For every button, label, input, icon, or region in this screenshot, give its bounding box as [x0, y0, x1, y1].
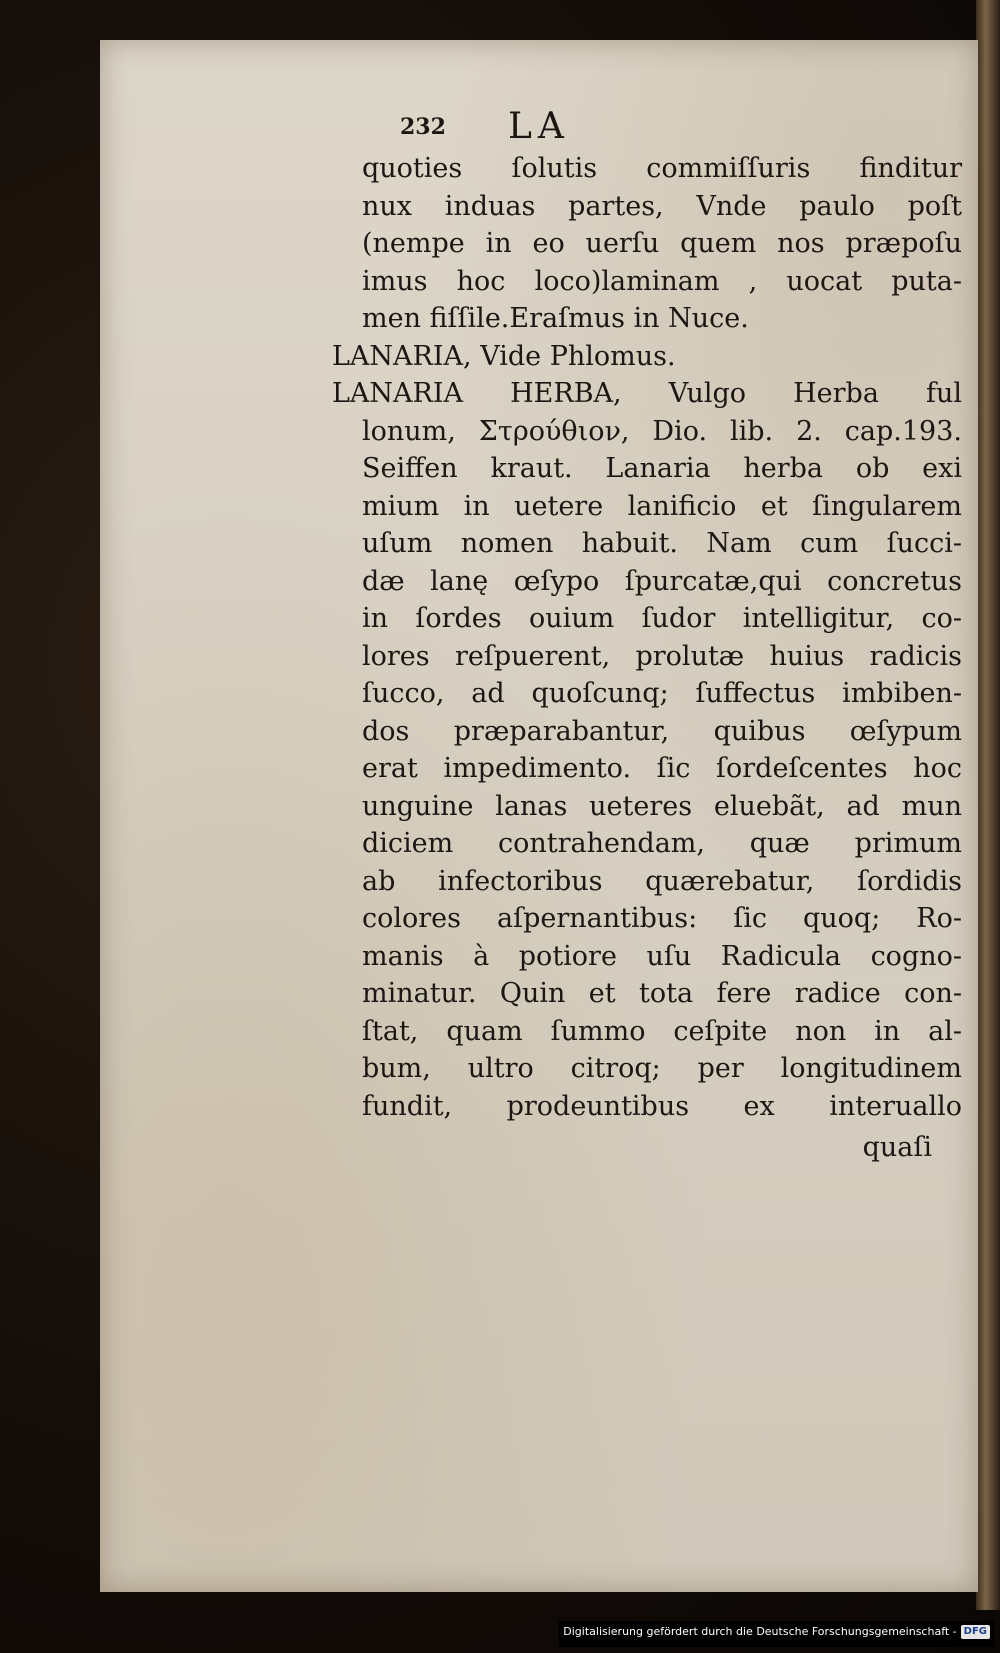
text-line: uſum nomen habuit. Nam cum ſucci-: [362, 528, 962, 559]
footer-text: Digitalisierung gefördert durch die Deutsche Forschungsgemeinschaft -: [563, 1625, 957, 1638]
dfg-logo-icon: DFG: [961, 1625, 990, 1639]
text-line: Seiffen kraut. Lanaria herba ob exi: [362, 453, 962, 484]
text-line: nux induas partes, Vnde paulo poſt: [362, 190, 962, 222]
text-line: ab infectoribus quærebatur, ſordidis: [362, 865, 962, 897]
text-line: bum, ultro citroq; per longitudinem: [362, 1053, 962, 1084]
entry-heading-line: LANARIA HERBA, Vulgo Herba ful: [332, 378, 962, 409]
book-page: [100, 40, 978, 1592]
text-line: erat impedimento. ſic ſordeſcentes hoc: [362, 753, 962, 784]
text-line: in ſordes ouium ſudor intelligitur, co-: [362, 603, 962, 634]
catchword: quaſi: [862, 1132, 932, 1163]
text-line: ſucco, ad quoſcunq; ſuffectus imbiben-: [362, 678, 962, 709]
text-line: diciem contrahendam, quæ primum: [362, 828, 962, 859]
text-line: lores reſpuerent, prolutæ huius radicis: [362, 640, 962, 672]
head-letters: LA: [508, 106, 570, 147]
text-line: quoties ſolutis commiſſuris finditur: [362, 153, 962, 184]
running-head: [400, 106, 700, 146]
digitization-footer: [559, 1621, 994, 1647]
text-line: imus hoc loco)laminam , uocat puta-: [362, 265, 962, 297]
text-line: minatur. Quin et tota fere radice con-: [362, 978, 962, 1009]
page-number: 232: [400, 114, 446, 140]
text-line: unguine lanas ueteres eluebãt, ad mun: [362, 790, 962, 822]
text-line: ſtat, quam ſummo ceſpite non in al-: [362, 1015, 962, 1047]
text-block: [332, 150, 962, 1167]
text-line: dos præparabantur, quibus œſypum: [362, 715, 962, 747]
entry-heading-line: LANARIA, Vide Phlomus.: [332, 340, 676, 372]
text-line: lonum, Στρούθιον, Dio. lib. 2. cap.193.: [362, 415, 962, 447]
text-line: fundit, prodeuntibus ex interuallo: [362, 1090, 962, 1122]
text-line: men fiſſile.Eraſmus in Nuce.: [362, 303, 749, 334]
book-spine-edge: [976, 0, 1000, 1610]
text-line: colores aſpernantibus: ſic quoq; Ro-: [362, 903, 962, 934]
text-line: mium in uetere lanificio et ſingularem: [362, 490, 962, 522]
text-line: (nempe in eo uerſu quem nos præpoſu: [362, 228, 962, 259]
text-line: dæ lanę œſypo ſpurcatæ,qui concretus: [362, 565, 962, 597]
text-line: manis à potiore uſu Radicula cogno-: [362, 940, 962, 972]
